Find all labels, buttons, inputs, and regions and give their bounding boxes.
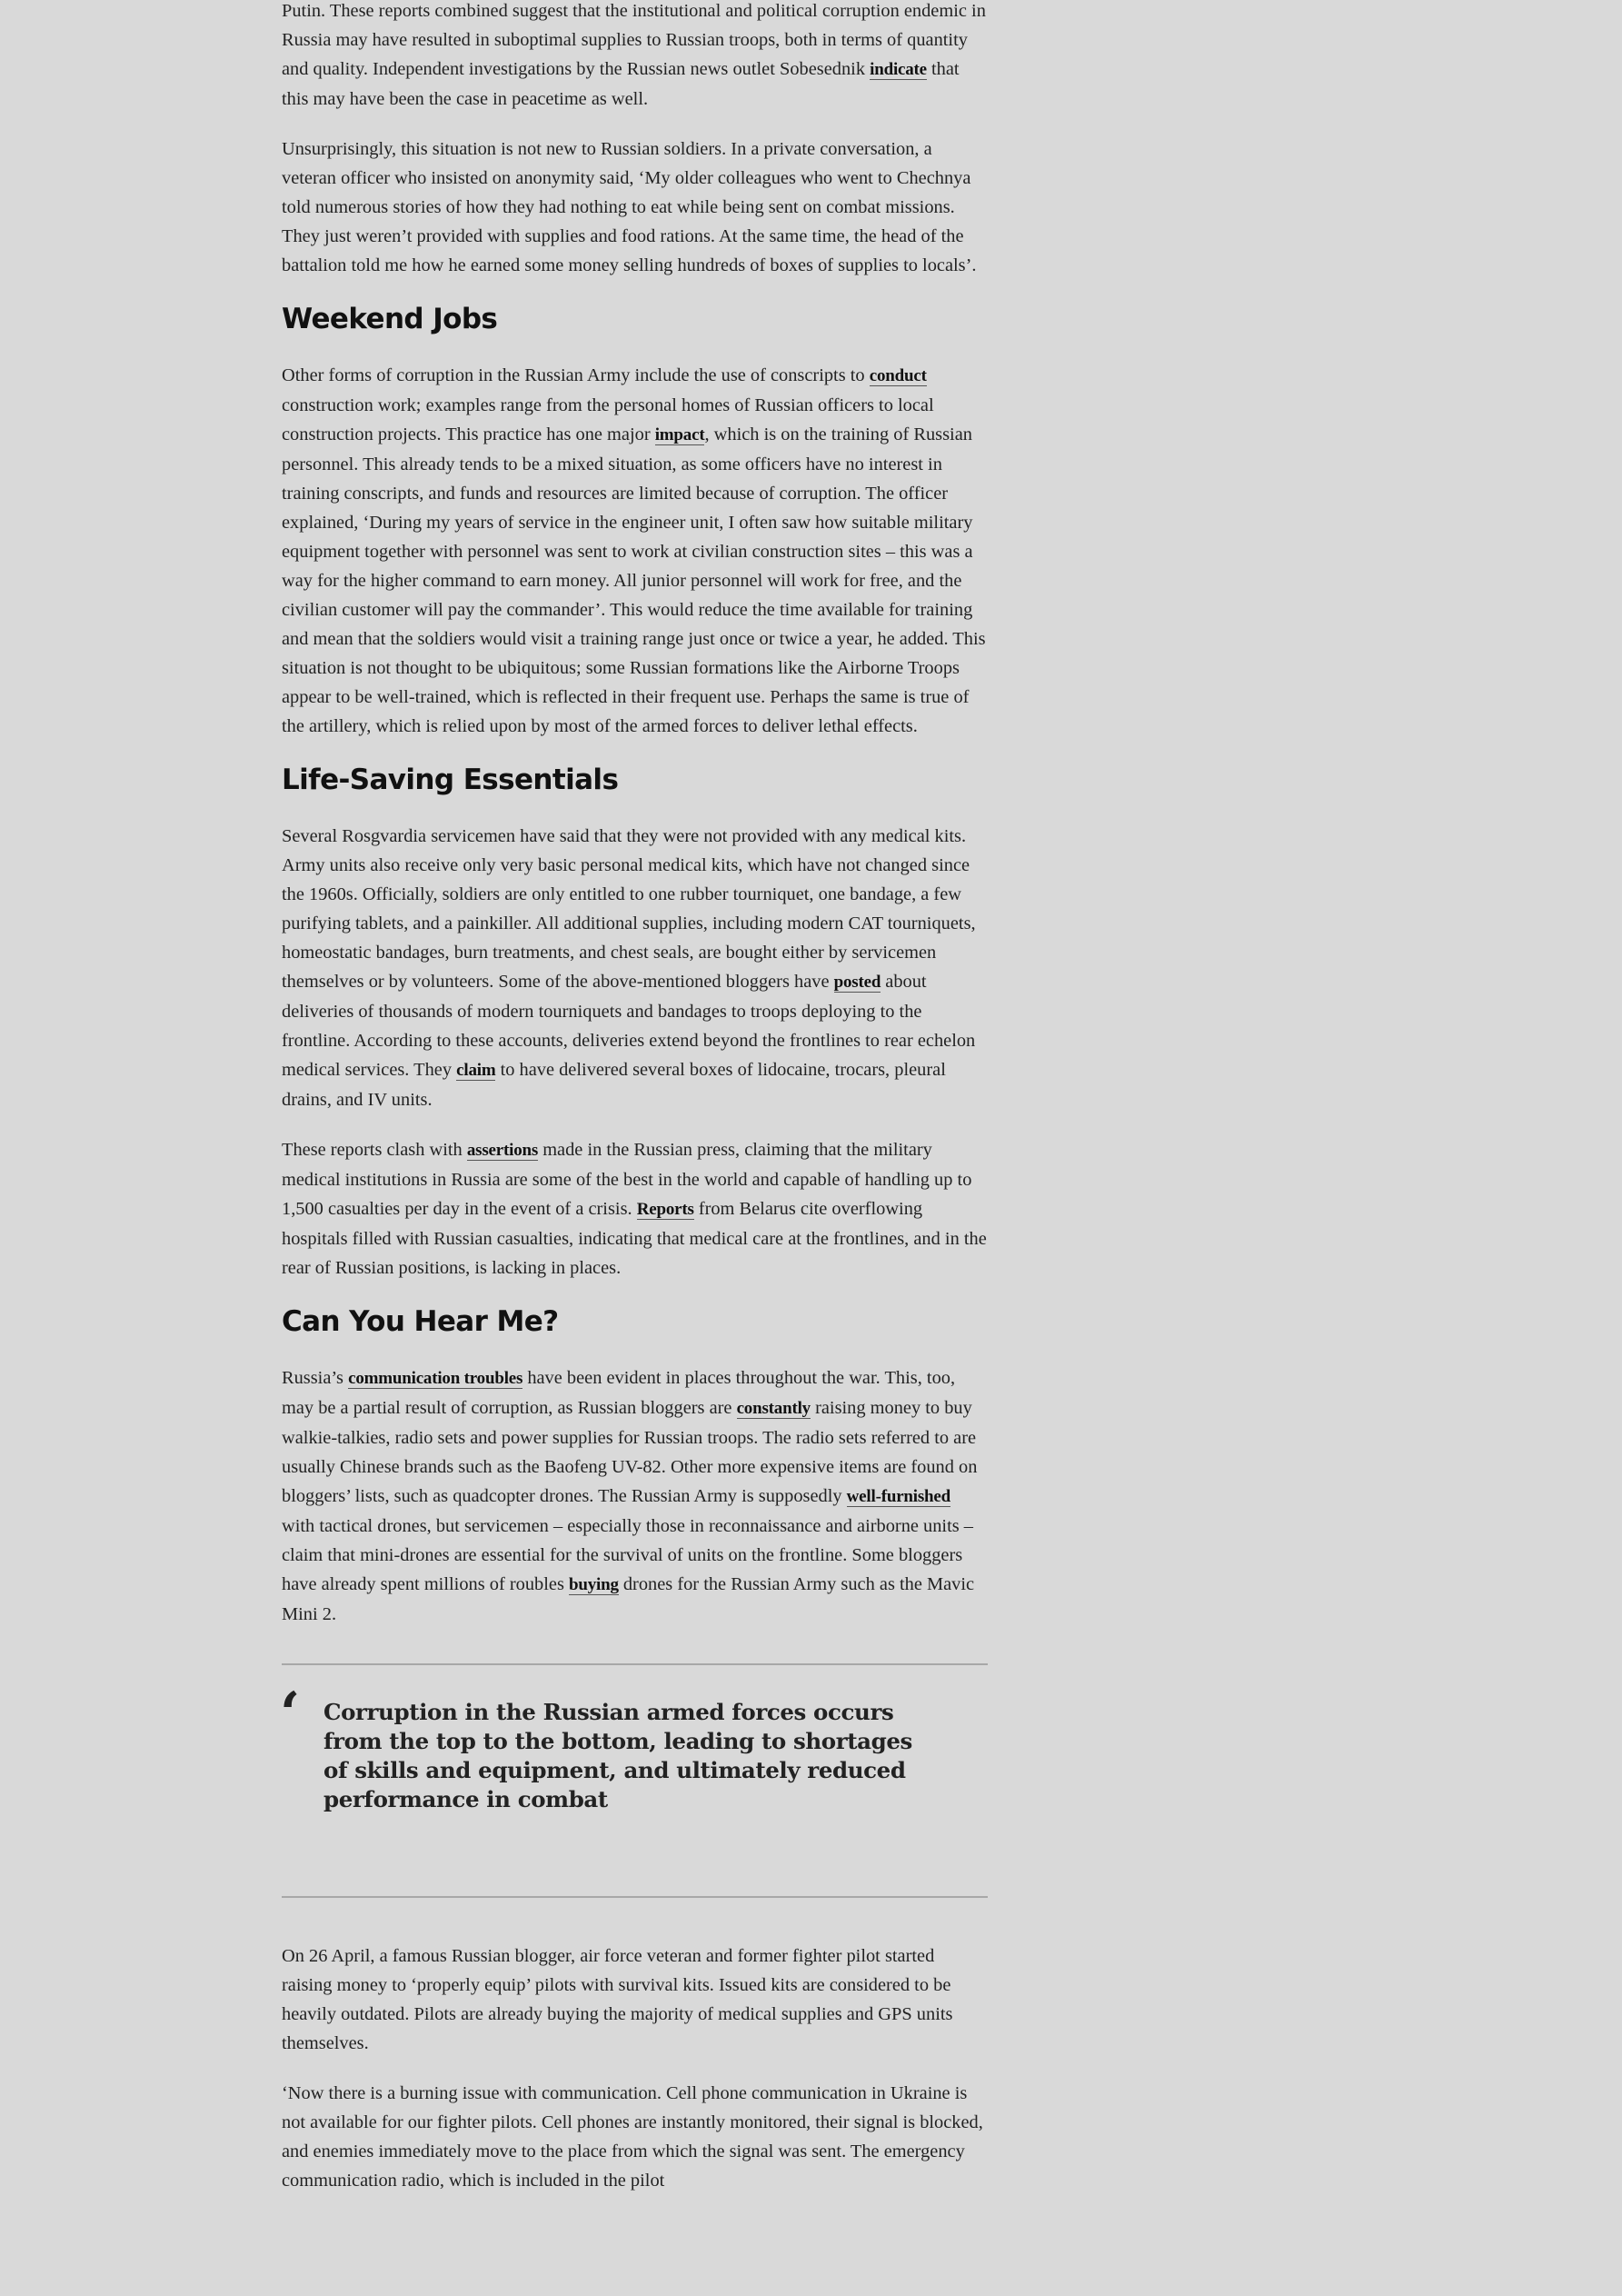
paragraph: Several Rosgvardia servicemen have said that they were not provided with any medical kits. Army units also receive only very basic personal medical kits, which have not changed since the 1960s. Officially, soldiers are only entitled to one rubber tourniquet, one bandage, a few purifying tablets, and a painkiller. All additional supplies, including modern CAT tourniquets, homeostatic bandages, burn treatments, and chest seals, are bought either by servicemen themselves or by volunteers. Some of the above-mentioned bloggers have posted about deliveries of thousands of modern tourniquets and bandages to troops deploying to the frontline. According to these accounts, deliveries extend beyond the frontlines to rear echelon medical services. They claim to have delivered several boxes of lidocaine, trocars, pleural drains, and IV units. <box>282 826 976 1110</box>
inline-link[interactable]: assertions <box>466 1141 539 1160</box>
pullquote-text: Corruption in the Russian armed forces occurs from the top to the bottom, leading to shortages of skills and equipment, and ultimately reduced performance in combat <box>323 1699 912 1812</box>
paragraph: Other forms of corruption in the Russian Army include the use of conscripts to conduct construction work; examples range from the personal homes of Russian officers to local construction projects. This practice has one major impact, which is on the training of Russian personnel. This already tends to be a mixed situation, as some officers have no interest in training conscripts, and funds and resources are limited because of corruption. The officer explained, ‘During my years of service in the engineer unit, I often saw how suitable military equipment together with personnel was sent to work at civilian construction sites – this was a way for the higher command to earn money. All junior personnel will work for free, and the civilian customer will pay the commander’. This would reduce the time available for training and mean that the soldiers would visit a training range just once or twice a year, he added. This situation is not thought to be ubiquitous; some Russian formations like the Airborne Troops appear to be well-trained, which is reflected in their frequent use. Perhaps the same is true of the artillery, which is relied upon by most of the armed forces to deliver lethal effects. <box>282 365 986 736</box>
section-heading-can-you-hear-me: Can You Hear Me? <box>282 1305 559 1338</box>
paragraph: ‘Now there is a burning issue with communication. Cell phone communication in Ukraine is not available for our fighter pilots. Cell phones are instantly monitored, their signal is blocked, and enemies immediately move to the place from which the signal was sent. The emergency communication radio, which is included in the pilot <box>282 2083 983 2191</box>
paragraph: Putin. These reports combined suggest that the institutional and political corruption endemic in Russia may have resulted in suboptimal supplies to Russian troops, both in terms of quantity and quality. Independent investigations by the Russian news outlet Sobesednik indicate that this may have been the case in peacetime as well. <box>282 1 986 109</box>
inline-link[interactable]: posted <box>833 973 881 992</box>
paragraph: These reports clash with assertions made in the Russian press, claiming that the military medical institutions in Russia are some of the best in the world and capable of handling up to 1,500 casualties per day in the event of a crisis. Reports from Belarus cite overflowing hospitals filled with Russian casualties, indicating that medical care at the frontlines, and in the rear of Russian positions, is lacking in places. <box>282 1140 987 1278</box>
pullquote-bottom-divider <box>282 1896 988 1898</box>
inline-link[interactable]: communication troubles <box>348 1369 523 1388</box>
inline-link[interactable]: well-furnished <box>846 1487 951 1506</box>
inline-link[interactable]: Reports <box>636 1200 694 1219</box>
quote-mark-icon: ‘ <box>280 1680 301 1748</box>
inline-link[interactable]: constantly <box>736 1399 811 1418</box>
section-heading-life-saving-essentials: Life-Saving Essentials <box>282 764 619 796</box>
inline-link[interactable]: impact <box>654 425 705 444</box>
section-heading-weekend-jobs: Weekend Jobs <box>282 303 498 335</box>
inline-link[interactable]: buying <box>568 1575 619 1594</box>
inline-link[interactable]: conduct <box>869 366 927 385</box>
pullquote <box>282 1665 988 1896</box>
article-body <box>282 0 988 2216</box>
paragraph: Russia’s communication troubles have been evident in places throughout the war. This, too, may be a partial result of corruption, as Russian bloggers are constantly raising money to buy walkie-talkies, radio sets and power supplies for Russian troops. The radio sets referred to are usually Chinese brands such as the Baofeng UV-82. Other more expensive items are found on bloggers’ lists, such as quadcopter drones. The Russian Army is supposedly well-furnished with tactical drones, but servicemen – especially those in reconnaissance and airborne units – claim that mini-drones are essential for the survival of units on the frontline. Some bloggers have already spent millions of roubles buying drones for the Russian Army such as the Mavic Mini 2. <box>282 1368 978 1624</box>
paragraph: On 26 April, a famous Russian blogger, air force veteran and former fighter pilot started raising money to ‘properly equip’ pilots with survival kits. Issued kits are considered to be heavily outdated. Pilots are already buying the majority of medical supplies and GPS units themselves. <box>282 1946 953 2053</box>
inline-link[interactable]: indicate <box>870 60 927 79</box>
inline-link[interactable]: claim <box>456 1061 496 1080</box>
paragraph: Unsurprisingly, this situation is not new to Russian soldiers. In a private conversation, a veteran officer who insisted on anonymity said, ‘My older colleagues who went to Chechnya told numerous stories of how they had nothing to eat while being sent on combat missions. They just weren’t provided with supplies and food rations. At the same time, the head of the battalion told me how he earned some money selling hundreds of boxes of supplies to locals’. <box>282 139 977 275</box>
